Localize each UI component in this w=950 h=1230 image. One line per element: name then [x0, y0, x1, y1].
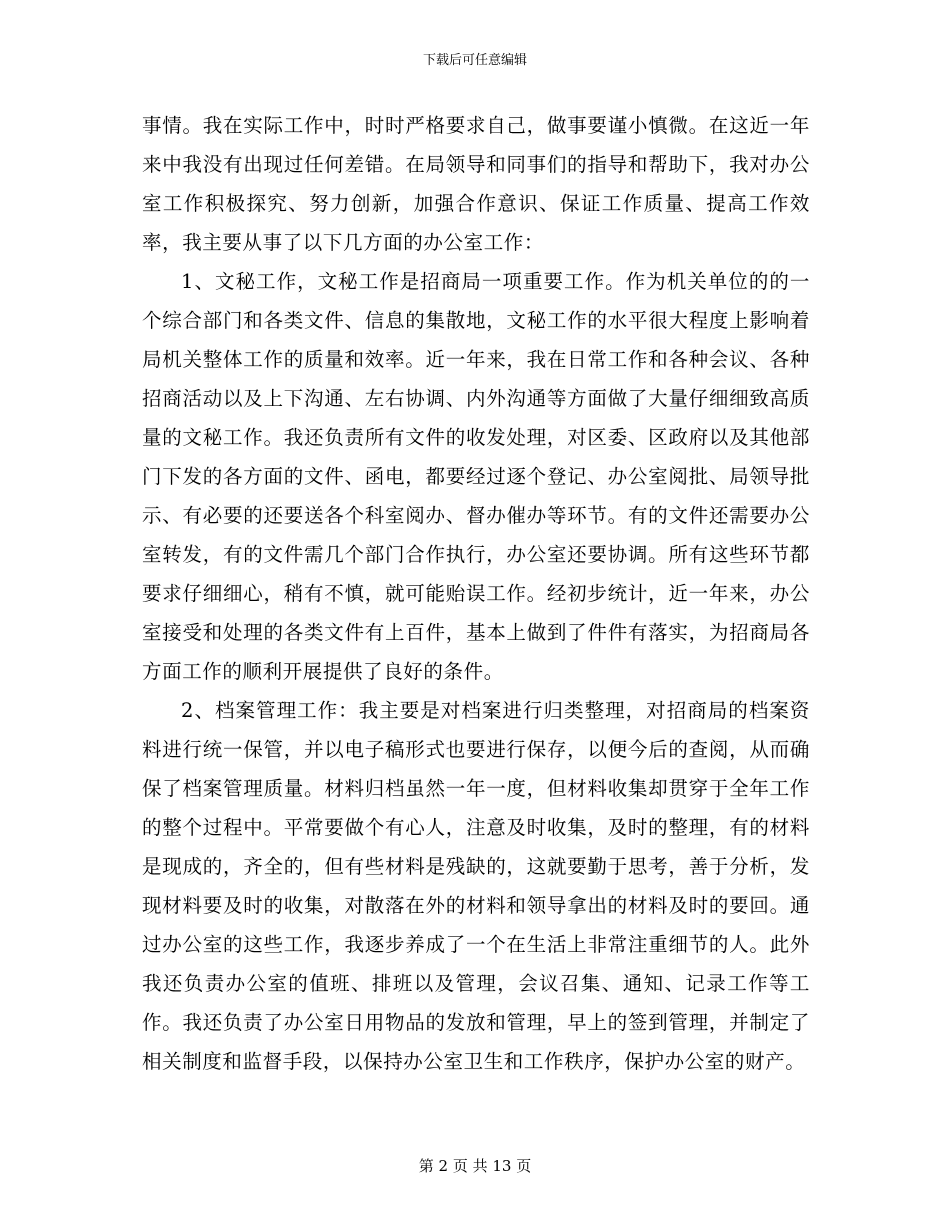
body-paragraph: 事情。我在实际工作中，时时严格要求自己，做事要谨小慎微。在这近一年来中我没有出现过任何差错。在局领导和同事们的指导和帮助下，我对办公室工作积极探究、努力创新，加强合作意识、保证工作质量、提高工作效率，我主要从事了以下几方面的办公室工作： — [142, 114, 810, 254]
page-footer: 第 2 页 共 13 页 — [418, 1157, 532, 1175]
body-paragraph: 2、档案管理工作：我主要是对档案进行归类整理，对招商局的档案资料进行统一保管，并以电子稿形式也要进行保存，以便今后的查阅，从而确保了档案管理质量。材料归档虽然一年一度，但材料收集却贯穿于全年工作的整个过程中。平常要做个有心人，注意及时收集，及时的整理，有的材料是现成的，齐全的，但有些材料是残缺的，这就要勤于思考，善于分析，发现材料要及时的收集，对散落在外的材料和领导拿出的材料及时的要回。通过办公室的这些工作，我逐步养成了一个在生活上非常注重细节的人。此外我还负责办公室的值班、排班以及管理，会议召集、通知、记录工作等工作。我还负责了办公室日用物品的发放和管理，早上的签到管理，并制定了相关制度和监督手段，以保持办公室卫生和工作秩序，保护办公室的财产。 — [142, 699, 810, 1073]
page-header: 下载后可任意编辑 — [422, 53, 527, 68]
body-paragraph: 1、文秘工作，文秘工作是招商局一项重要工作。作为机关单位的的一个综合部门和各类文件、信息的集散地，文秘工作的水平很大程度上影响着局机关整体工作的质量和效率。近一年来，我在日常工作和各种会议、各种招商活动以及上下沟通、左右协调、内外沟通等方面做了大量仔细细致高质量的文秘工作。我还负责所有文件的收发处理，对区委、区政府以及其他部门下发的各方面的文件、函电，都要经过逐个登记、办公室阅批、局领导批示、有必要的还要送各个科室阅办、督办催办等环节。有的文件还需要办公室转发，有的文件需几个部门合作执行，办公室还要协调。所有这些环节都要求仔细细心，稍有不慎，就可能贻误工作。经初步统计，近一年来，办公室接受和处理的各类文件有上百件，基本上做到了件件有落实，为招商局各方面工作的顺利开展提供了良好的条件。 — [142, 270, 810, 683]
document-body — [142, 106, 810, 1081]
